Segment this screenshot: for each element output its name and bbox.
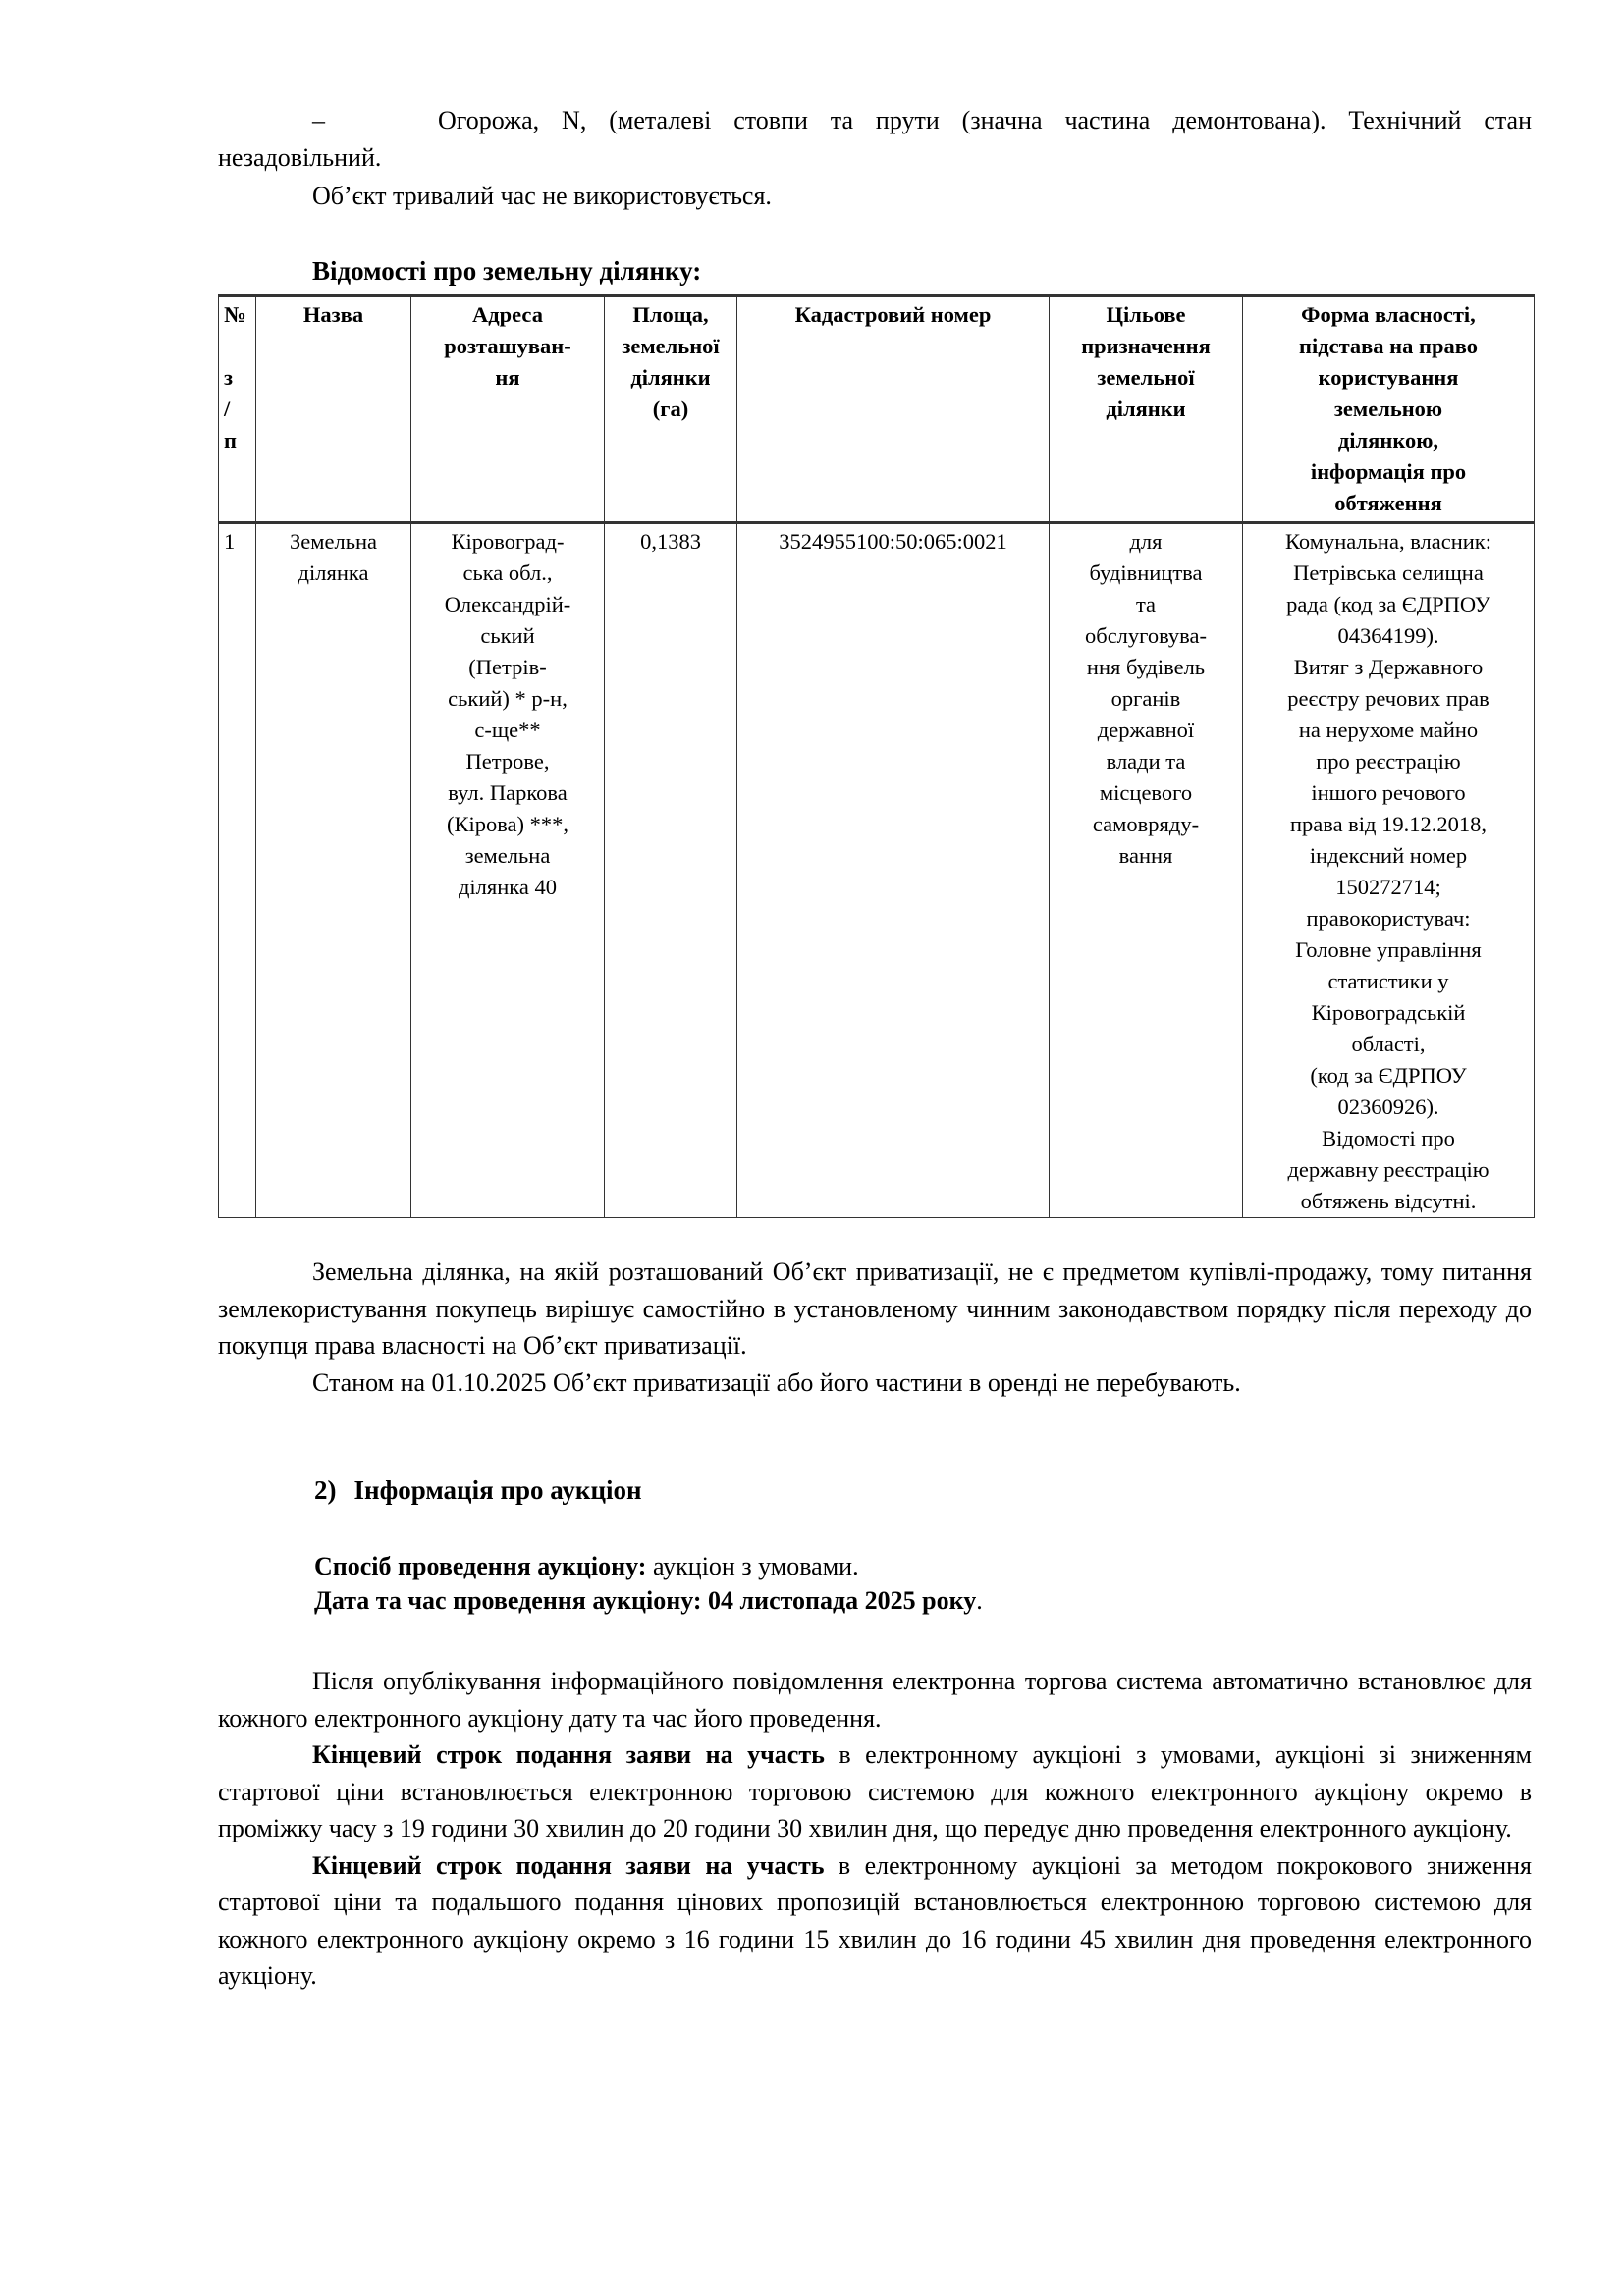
- auction-method-value: аукціон з умовами.: [646, 1552, 859, 1580]
- unused-note: Об’єкт тривалий час не використовується.: [312, 182, 772, 210]
- cell-area: 0,1383: [605, 523, 737, 1218]
- col-header-purpose: Цільове призначення земельної ділянки: [1050, 296, 1243, 523]
- land-use-paragraph: Земельна ділянка, на якій розташований Об’єкт приватизації, не є предметом купівлі-продажу, тому питання землекористування покупець вирішує самостійно в установленому чинним законодавством порядку після переходу до покупця права власності на Об’єкт приватизації.: [218, 1257, 1532, 1360]
- col-header-cadastral: Кадастровий номер: [737, 296, 1050, 523]
- deadline-paragraph-2: Кінцевий строк подання заяви на участь в електронному аукціоні за методом покрокового зниження стартової ціни та подальшого подання цінових пропозицій встановлюється електронною торговою системою для кожного електронного аукціону окремо з 16 години 15 хвилин до 16 години 45 хвилин дня проведення електронного аукціону.: [218, 1850, 1532, 1990]
- col-header-address: Адреса розташуван- ня: [411, 296, 605, 523]
- cell-name: Земельна ділянка: [256, 523, 411, 1218]
- fence-text: Огорожа, N, (металеві стовпи та прути (значна частина демонтована). Технічний стан незадовільний.: [218, 106, 1532, 172]
- land-plot-table: [218, 294, 1535, 1218]
- deadline-paragraph-1: Кінцевий строк подання заяви на участь в електронному аукціоні з умовами, аукціоні зі зниженням стартової ціни встановлюється електронною торговою системою для кожного електронного аукціону окремо в проміжку часу з 19 години 30 хвилин до 20 години 30 хвилин дня, що передує дню проведення електронного аукціону.: [218, 1740, 1532, 1842]
- cell-address: Кіровоград- ська обл., Олександрій- ський (Петрів- ський) * р-н, с-ще** Петрове, вул. Паркова (Кірова) ***, земельна ділянка 40: [411, 523, 605, 1218]
- dash-bullet: –: [312, 106, 325, 134]
- col-header-ownership: Форма власності, підстава на право користування земельною ділянкою, інформація про обтяження: [1243, 296, 1535, 523]
- table-header-row: [219, 296, 1535, 523]
- land-section-heading: Відомості про земельну ділянку:: [312, 256, 702, 286]
- table-row: [219, 523, 1535, 1218]
- lease-status-paragraph: Станом на 01.10.2025 Об’єкт приватизації або його частини в оренді не перебувають.: [312, 1367, 1241, 1397]
- intro-block: [218, 102, 1532, 215]
- col-header-number: № з / п: [219, 296, 256, 523]
- col-header-area: Площа, земельної ділянки (га): [605, 296, 737, 523]
- cell-cadastral-number: 3524955100:50:065:0021: [737, 523, 1050, 1218]
- publication-paragraph: Після опублікування інформаційного повідомлення електронна торгова система автоматично встановлює для кожного електронного аукціону дату та час його проведення.: [218, 1667, 1532, 1733]
- section-number: 2): [314, 1475, 337, 1505]
- auction-section-heading: [314, 1472, 642, 1510]
- auction-method: [314, 1549, 983, 1583]
- auction-method-label: Спосіб проведення аукціону:: [314, 1552, 647, 1580]
- cell-ownership: Комунальна, власник: Петрівська селищна рада (код за ЄДРПОУ 04364199). Витяг з Державного реєстру речових прав на нерухоме майно про реєстрацію іншого речового права від 19.12.2018, індексний номер 150272714; правокористувач: Головне управління статистики у Кіровоградській області, (код за ЄДРПОУ 02360926). Відомості про державну реєстрацію обтяжень відсутні.: [1243, 523, 1535, 1218]
- auction-rules-block: [218, 1663, 1532, 1995]
- col-header-name: Назва: [256, 296, 411, 523]
- cell-purpose: для будівництва та обслуговува- ння будівель органів державної влади та місцевого самовряду- вання: [1050, 523, 1243, 1218]
- section-title: Інформація про аукціон: [353, 1475, 642, 1505]
- auction-meta: [314, 1549, 983, 1618]
- after-table-block: [218, 1254, 1532, 1401]
- auction-date-label: Дата та час проведення аукціону: 04 листопада 2025 року: [314, 1586, 977, 1615]
- auction-date: Дата та час проведення аукціону: 04 листопада 2025 року.: [314, 1586, 983, 1615]
- fence-item: [218, 102, 1532, 176]
- cell-number: 1: [219, 523, 256, 1218]
